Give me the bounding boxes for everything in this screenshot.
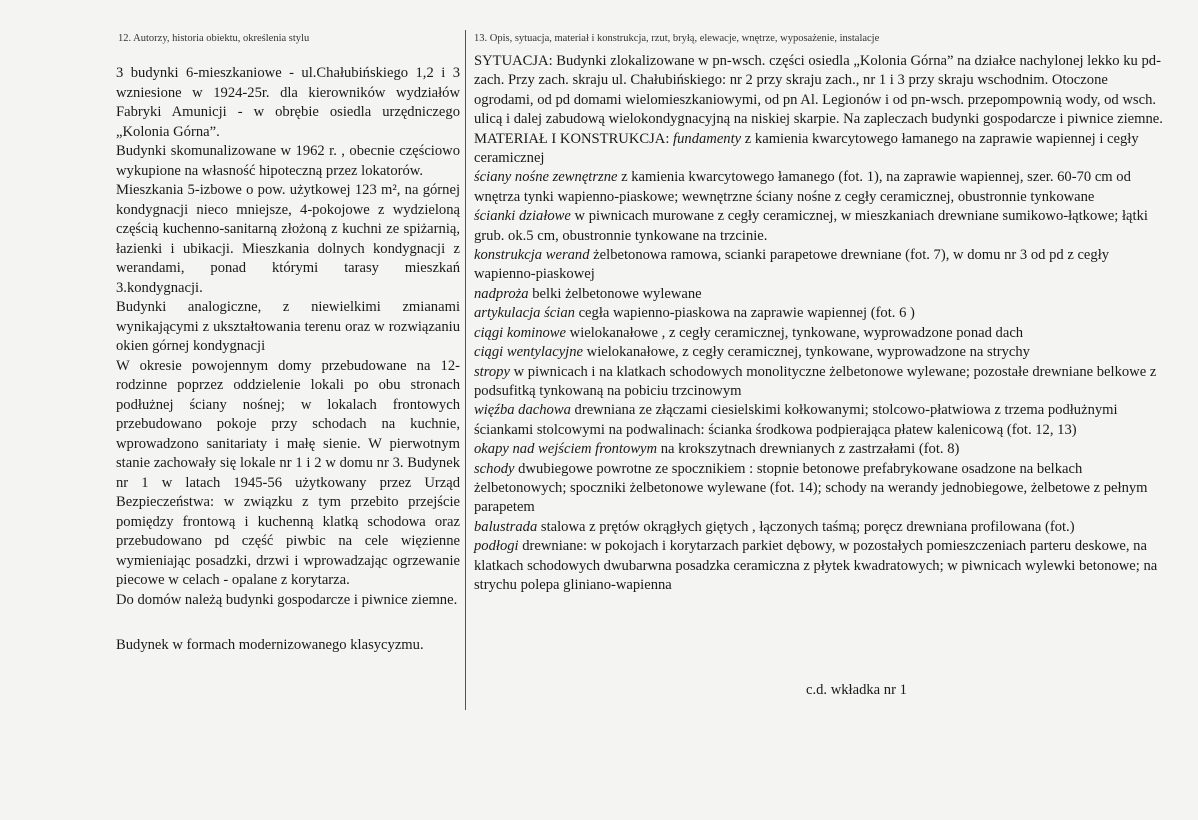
history-column [116,64,460,656]
column-divider [465,30,466,710]
entry-term: balustrada [474,518,538,535]
history-paragraph: Do domów należą budynki gospodarcze i piwnice ziemne. [116,591,458,608]
history-paragraph: Budynki skomunalizowane w 1962 r. , obecnie częściowo wykupione na własność hipoteczną przez lokatorów. [116,143,460,179]
description-entry: ciągi kominowe wielokanałowe , z cegły ceramicznej, tynkowane, wyprowadzone ponad dach [474,324,1024,341]
section-13-header: 13. Opis, sytuacja, materiał i konstrukcja, rzut, bryłą, elewacje, wnętrze, wyposażenie, instalacje [474,33,880,44]
entry-term: ciągi kominowe [474,324,567,341]
entry-term: ściany nośne zewnętrzne [474,169,618,186]
description-entry: podłogi drewniane: w pokojach i korytarzach parkiet dębowy, w pozostałych pomieszczeniach parteru deskowe, na klatkach schodowych dwubarwna posadzka ceramiczna z płytek kwadratowych; w piwnicach wylewki betonowe; na strychu polepa gliniano-wapienna [474,538,1158,593]
description-entry: schody dwubiegowe powrotne ze spocznikiem : stopnie betonowe prefabrykowane osadzone na belkach żelbetonowych; spoczniki żelbetonowe wylewane (fot. 14); schody na werandy jednobiegowe, żelbetowe z pełnym parapetem [474,460,1148,516]
description-entry: SYTUACJA: Budynki zlokalizowane w pn-wsch. części osiedla „Kolonia Górna” na działce nachylonej lekko ku pd-zach. Przy zach. skraju ul. Chałubińskiego: nr 2 przy skraju zach., nr 1 i 3 przy skraju wschodnim. Otoczone ogrodami, od pd domami wielomieszkaniowymi, od pn Al. Legionów i od pn-wsch. przepompownią wody, od wsch. ulicą i dalej zabudową wielokondygnacyjną na niskiej skarpie. Na zapleczach budynki gospodarcze i piwnice ziemne. [474,53,1163,128]
entry-term: stropy [474,363,510,380]
description-entry: balustrada stalowa z prętów okrągłych giętych , łączonych taśmą; poręcz drewniana profilowana (fot.) [474,518,1075,535]
description-entry: więźba dachowa drewniana ze złączami ciesielskimi kołkowanymi; stolcowo-płatwiowa z trzema podłużnymi ściankami stolcowymi na podwalinach: ścianka środkowa podpierająca płatew kalenicową (fot. 12, 13) [474,402,1118,438]
entry-term: okapy nad wejściem frontowym [474,441,658,458]
history-paragraph: Mieszkania 5-izbowe o pow. użytkowej 123 m², na górnej kondygnacji nieco mniejsze, 4-pokojowe z wydzieloną częścią kuchenno-sanitarną złożoną z kuchni ze spiżarnią, łazienki i ubikacji. Mieszkania dolnych kondygnacji z werandami, ponad którymi tarasy mieszkań 3.kondygnacji. [116,182,460,296]
entry-term: podłogi [474,538,519,555]
style-statement: Budynek w formach modernizowanego klasycyzmu. [116,637,424,653]
description-entry: konstrukcja werand żelbetonowa ramowa, scianki parapetowe drewniane (fot. 7), w domu nr 3 od pd z cegły wapienno-piaskowej [474,247,1110,283]
history-paragraph: 3 budynki 6-mieszkaniowe - ul.Chałubińskiego 1,2 i 3 wzniesione w 1924-25r. dla kierowników wydziałów Fabryki Amunicji - w obrębie osiedla urzędniczego „Kolonia Górna”. [116,65,460,140]
description-entry: artykulacja ścian cegła wapienno-piaskowa na zaprawie wapiennej (fot. 6 ) [474,305,915,322]
entry-term: nadproża [474,285,529,302]
entry-term: więźba dachowa [474,402,571,419]
history-paragraph: Budynki analogiczne, z niewielkimi zmianami wynikającymi z ukształtowania terenu oraz w rozwiązaniu okien górnej kondygnacji [116,299,460,354]
entry-term: ciągi wentylacyjne [474,344,584,361]
history-paragraph: W okresie powojennym domy przebudowane na 12-rodzinne poprzez oddzielenie lokali po obu stronach podłużnej ściany nośnej; w lokalach frontowych przebudowano pokoje przy schodach na kuchnie, wprowadzono sanitariaty i małę sienie. W pierwotnym stanie zachowały się lokale nr 1 i 2 w domu nr 3. Budynek nr 1 w latach 1945-56 użytkowany przez Urząd Bezpieczeństwa: w związku z tym przebito przejście pomiędzy frontową i kuchenną klatką schodowa oraz przebudowano pd część piwbic na cele więzienne wymieniając posadzki, drzwi i wprowadzając ogrzewanie piecowe w celach - opalane z korytarza. [116,357,460,588]
entry-term: artykulacja ścian [474,305,575,322]
description-entry: ściany nośne zewnętrzne z kamienia kwarcytowego łamanego (fot. 1), na zaprawie wapiennej, szer. 60-70 cm od wnętrza tynki wapienno-piaskowe; wewnętrzne ściany nośne z cegły ceramicznej, obustronnie tynkowane [474,169,1131,205]
section-12-header: 12. Autorzy, historia obiektu, określenia stylu [118,33,310,44]
continuation-note: c.d. wkładka nr 1 [806,682,907,698]
entry-term: konstrukcja werand [474,247,590,264]
entry-term: ścianki działowe [474,208,571,225]
description-entry: stropy w piwnicach i na klatkach schodowych monolityczne żelbetonowe wylewane; pozostałe drewniane belkowe z podsufitką tynkowaną na pobiciu trzcinowym [474,363,1157,399]
description-entry: nadproża belki żelbetonowe wylewane [474,285,702,302]
entry-term: schody [474,460,515,477]
entry-term: fundamenty [673,130,742,147]
description-entry: ciągi wentylacyjne wielokanałowe, z cegły ceramicznej, tynkowane, wyprowadzone na strychy [474,344,1030,361]
description-entry: okapy nad wejściem frontowym na krokszytnach drewnianych z zastrzałami (fot. 8) [474,441,960,458]
description-column [474,52,1164,595]
description-entry: MATERIAŁ I KONSTRUKCJA: fundamenty z kamienia kwarcytowego łamanego na zaprawie wapiennej i cegły ceramicznej [474,130,1139,167]
description-entry: ścianki działowe w piwnicach murowane z cegły ceramicznej, w mieszkaniach drewniane sumikowo-łątkowe; łątki grub. ok.5 cm, obustronnie tynkowane na trzcinie. [474,208,1148,244]
